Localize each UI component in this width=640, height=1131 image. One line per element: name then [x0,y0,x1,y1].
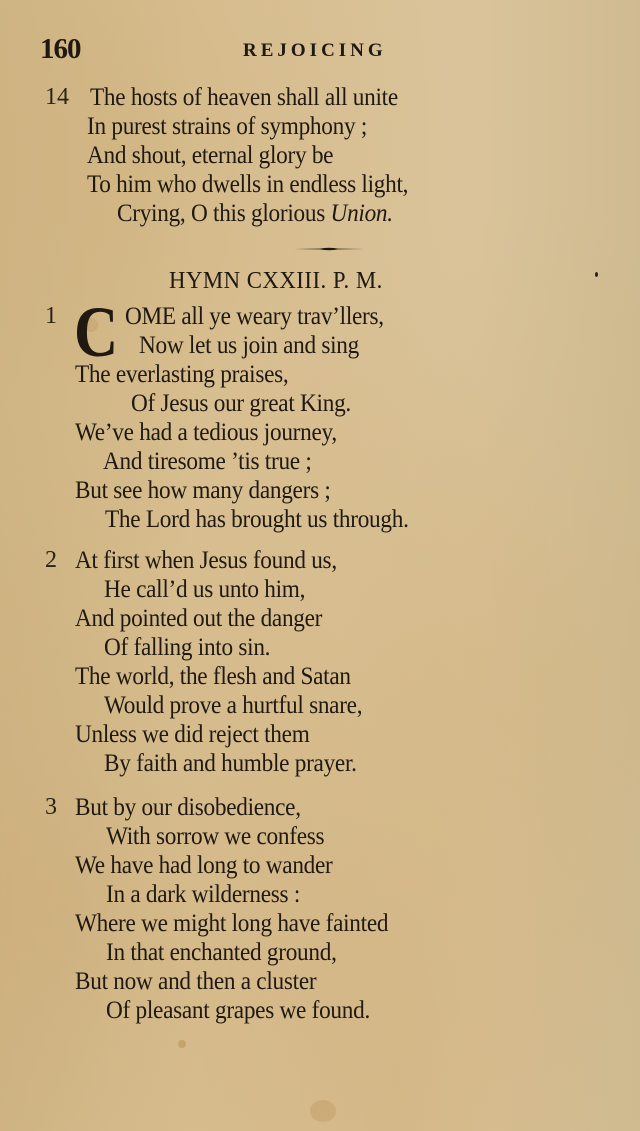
verse-line: To him who dwells in endless light, [87,171,409,198]
verse-line: And shout, eternal glory be [87,142,334,169]
verse-line-text: Crying, O this glorious [117,200,326,227]
verse-line: Now let us join and sing [139,332,359,359]
verse-line: But see how many dangers ; [75,477,331,504]
ink-speck [595,272,598,277]
stanza-number: 1 [45,303,57,329]
verse-line: We’ve had a tedious journey, [75,419,337,446]
verse-line: In that enchanted ground, [106,939,337,966]
page-number: 160 [40,33,81,65]
verse-line: Would prove a hurtful snare, [104,692,363,719]
verse-line: With sorrow we confess [106,823,325,850]
verse-line: The everlasting praises, [75,361,289,388]
running-title: REJOICING [243,40,387,61]
verse-line: But now and then a cluster [75,968,317,995]
stanza-number: 3 [45,794,57,820]
stanza-number: 14 [45,84,69,110]
paper-stain [310,1100,336,1122]
verse-line: The world, the flesh and Satan [75,663,351,690]
verse-line: In a dark wilderness : [106,881,301,908]
verse-line: The Lord has brought us through. [105,506,409,533]
paper-stain [178,1040,186,1048]
verse-line: And tiresome ’tis true ; [103,448,312,475]
verse-line-final [117,199,393,228]
verse-line: In purest strains of symphony ; [87,113,368,140]
verse-line: Of falling into sin. [104,634,271,661]
hymn-title: HYMN CXXIII. P. M. [169,268,383,294]
italic-word: Union. [330,200,393,227]
stanza-number: 2 [45,547,57,573]
verse-line: OME all ye weary trav’llers, [125,303,384,330]
verse-line: Of Jesus our great King. [131,390,351,417]
verse-line: Of pleasant grapes we found. [106,997,371,1024]
verse-line: Unless we did reject them [75,721,310,748]
verse-line: We have had long to wander [75,852,333,879]
verse-line: At first when Jesus found us, [75,547,337,574]
verse-line: The hosts of heaven shall all unite [90,84,398,111]
verse-line: And pointed out the danger [75,605,323,632]
verse-line: But by our disobedience, [75,794,301,821]
verse-line: Where we might long have fainted [75,910,389,937]
verse-line: He call’d us unto him, [104,576,306,603]
ornamental-rule [294,247,364,251]
drop-cap: C [74,292,119,372]
verse-line: By faith and humble prayer. [104,750,357,777]
